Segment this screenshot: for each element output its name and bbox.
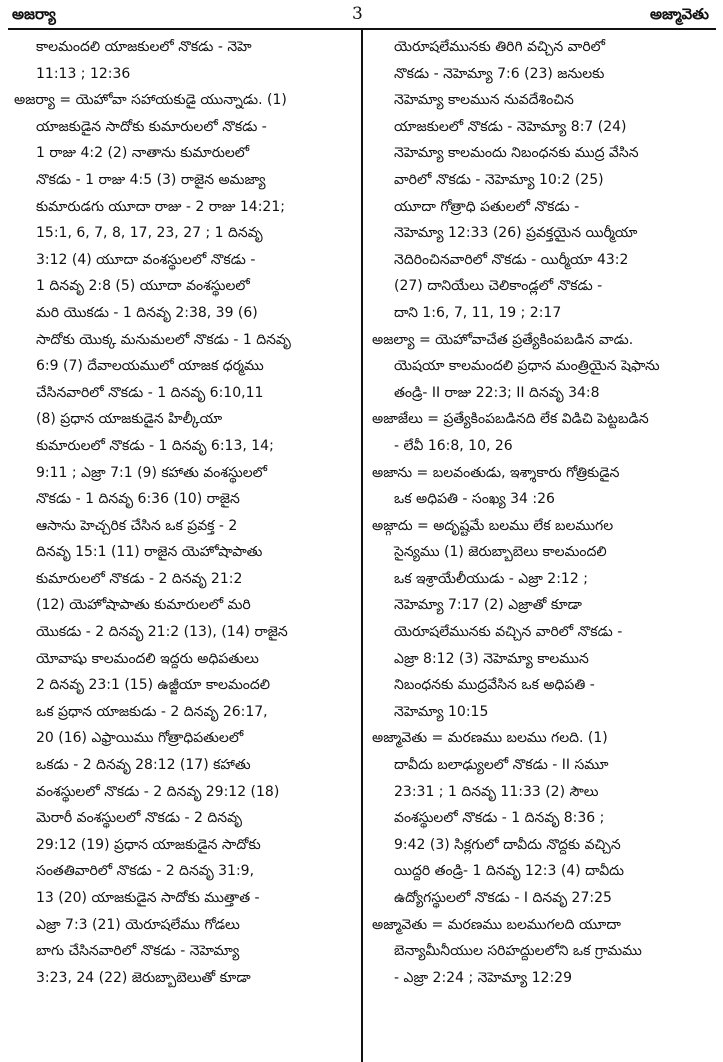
entry-line: (8) ప్రధాన యాజకుడైన హిల్కీయా [36,411,223,428]
entry-line: కుమారుడగు యూదా రాజు - 2 రాజు 14:21; [36,198,285,215]
column-divider [361,30,363,1062]
entry-line: నెహెమ్యా కాలమందు నిబంధనకు ముద్ర వేసిన [394,145,639,162]
entry-line: మెరారీ వంశస్థులలో నొకడు - 2 దినవృ [36,810,242,827]
entry-line: నెహెమ్యా కాలమున నువదేశించిన [394,92,574,109]
entry-line: బెన్యామీనీయుల సరిహద్దులలోని ఒక గ్రామము [394,943,642,960]
header-right-guide-word: అజ్మావెతు [649,5,709,23]
entry-line: యాజకుడైన సాదోకు కుమారులలో నొకడు - [36,118,267,135]
entry-line: యిద్దరి తండ్రి- 1 దినవృ 12:3 (4) దావీదు [394,863,624,880]
entry-line: సంతతివారిలో నొకడు - 2 దినవృ 31:9, [36,863,255,880]
entry-line: సైన్యము (1) జెరుబ్బాబెలు కాలమందలి [394,544,607,561]
entry-line: వారిలో నొకడు - నెహెమ్యా 10:2 (25) [394,171,604,188]
entry-line: (12) యెహోషాపాతు కుమారులలో మరి [36,597,251,614]
entry-headword-line: అజల్యా = యెహోవాచేత ప్రత్యేకింపబడిన వాడు. [372,331,634,348]
entry-line: నొకడు - నెహెమ్యా 7:6 (23) జనులకు [394,65,605,82]
entry-line: యెరూషలేమునకు తిరిగి వచ్చిన వారిలో [394,39,606,55]
entry-line: (27) దానియేలు చెలికాండ్లలో నొకడు - [394,278,603,295]
entry-line: నెహెమ్యా 12:33 (26) ప్రవక్తయైన యిర్మీయా [394,225,638,242]
entry-line: తండ్రి- II రాజు 22:3; II దినవృ 34:8 [394,384,600,401]
entry-line: 1 రాజు 4:2 (2) నాతాను కుమారులలో [36,145,250,162]
entry-line: 9:42 (3) సిక్లగులో దావీదు నొద్దకు వచ్చిన [394,836,621,853]
entry-headword-line: అజర్యా = యెహోవా సహాయకుడై యున్నాడు. (1) [14,92,287,109]
entry-line: దావీదు బలాఢ్యులలో నొకడు - II సమూ [394,757,609,774]
entry-line: 3:23, 24 (22) జెరుబ్బాబెలుతో కూడా [36,969,251,986]
entry-line: యెరూషలేమునకు వచ్చిన వారిలో నొకడు - [394,624,623,641]
entry-line: యెషయా కాలమందలి ప్రధాన మంత్రియైన షెఫాను [394,358,660,375]
entry-line: ఒకడు - 2 దినవృ 28:12 (17) కహాతు [36,757,251,774]
entry-line: ఎజ్రా 7:3 (21) యెరూషలేము గోడలు [36,916,240,933]
entry-line: ఒక అధిపతి - సంఖ్య 34 :26 [394,491,555,508]
entry-line: - ఎజ్రా 2:24 ; నెహెమ్యా 12:29 [394,969,572,986]
entry-line: 15:1, 6, 7, 8, 17, 23, 27 ; 1 దినవృ [36,225,263,242]
entry-line: 2 దినవృ 23:1 (15) ఉజ్జీయా కాలమందలి [36,677,270,694]
entry-line: నెహెమ్యా 10:15 [394,703,489,720]
entry-line: నొకడు - 1 దినవృ 6:36 (10) రాజైన [36,491,240,508]
entry-line: చేసినవారిలో నొకడు - 1 దినవృ 6:10,11 [36,384,264,401]
page-header [0,2,723,28]
entry-line: 20 (16) ఎఫ్రాయిము గోత్రాధిపతులలో [36,730,244,747]
entry-line: 13 (20) యాజకుడైన సాదోకు ముత్తాత - [36,890,260,906]
entry-line: నెహెమ్యా 7:17 (2) ఎజ్రాతో కూడా [394,597,582,614]
entry-line: దినవృ 15:1 (11) రాజైన యెహోషాపాతు [36,544,263,561]
entry-line: నిబంధనకు ముద్రవేసిన ఒక అధిపతి - [394,677,595,694]
entry-line: 3:12 (4) యూదా వంశస్థులలో నొకడు - [36,251,256,268]
entry-headword-line: అజ్గాదు = అదృష్టమే బలము లేక బలముగల [372,517,614,534]
entry-line: కుమారులలో నొకడు - 2 దినవృ 21:2 [36,570,243,587]
entry-line: 1 దినవృ 2:8 (5) యూదా వంశస్థులలో [36,278,250,295]
entry-line: సాదోకు యొక్క మనుమలలో నొకడు - 1 దినవృ [36,331,291,348]
page-number: 3 [352,4,363,24]
right-column [372,34,714,991]
entry-headword-line: అజాజేలు = ప్రత్యేకింపబడినది లేక విడిచి పెట్టబడిన [372,411,649,428]
entry-line: ఒక ప్రధాన యాజకుడు - 2 దినవృ 26:17, [36,703,268,720]
entry-line: ఒక ఇశ్రాయేలీయుడు - ఎజ్రా 2:12 ; [394,570,588,587]
entry-line: నెదిరించినవారిలో నొకడు - యిర్మీయా 43:2 [394,251,629,268]
entry-headword-line: అజ్మావెతు = మరణము బలము గలది. (1) [372,730,608,747]
entry-line: ఆసాను హెచ్చరిక చేసిన ఒక ప్రవక్త - 2 [36,517,238,534]
entry-headword-line: అజాను = బలవంతుడు, ఇశ్శాకారు గోత్రికుడైన [372,464,620,481]
entry-line: 11:13 ; 12:36 [36,65,131,82]
entry-line: ఉద్యోగస్థులలో నొకడు - I దినవృ 27:25 [394,890,612,906]
entry-line: యాజకులలో నొకడు - నెహెమ్యా 8:7 (24) [394,118,627,135]
header-left-guide-word: అజర్యా [12,5,56,23]
entry-line: 23:31 ; 1 దినవృ 11:33 (2) సౌలు [394,783,599,800]
entry-line: యోవాషు కాలమందలి ఇద్దరు అధిపతులు [36,650,259,667]
entry-headword-line: అజ్మావెతు = మరణము బలముగలది యూదా [372,916,621,933]
entry-line: ఎజ్రా 8:12 (3) నెహెమ్యా కాలమున [394,650,589,667]
entry-line: వంశస్థులలో నొకడు - 1 దినవృ 8:36 ; [394,810,605,827]
entry-line: దాని 1:6, 7, 11, 19 ; 2:17 [394,304,562,321]
entry-line: - లేవీ 16:8, 10, 26 [394,437,513,454]
left-column [14,34,354,991]
entry-line: మరి యొకడు - 1 దినవృ 2:38, 39 (6) [36,304,258,321]
entry-line: నొకడు - 1 రాజు 4:5 (3) రాజైన అమజ్యా [36,171,266,188]
entry-line: 9:11 ; ఎజ్రా 7:1 (9) కహాతు వంశస్థులలో [36,464,268,481]
entry-line: కాలమందలి యాజకులలో నొకడు - నెహె [36,39,252,55]
entry-line: 6:9 (7) దేవాలయములో యాజక ధర్మము [36,358,264,375]
entry-line: 29:12 (19) ప్రధాన యాజకుడైన సాదోకు [36,836,261,853]
entry-line: బాగు చేసినవారిలో నొకడు - నెహెమ్యా [36,943,240,960]
entry-line: యొకడు - 2 దినవృ 21:2 (13), (14) రాజైన [36,624,288,641]
entry-line: యూదా గోత్రాధి పతులలో నొకడు - [394,198,580,215]
entry-line: వంశస్థులలో నొకడు - 2 దినవృ 29:12 (18) [36,783,280,800]
entry-line: కుమారులలో నొకడు - 1 దినవృ 6:13, 14; [36,437,274,454]
